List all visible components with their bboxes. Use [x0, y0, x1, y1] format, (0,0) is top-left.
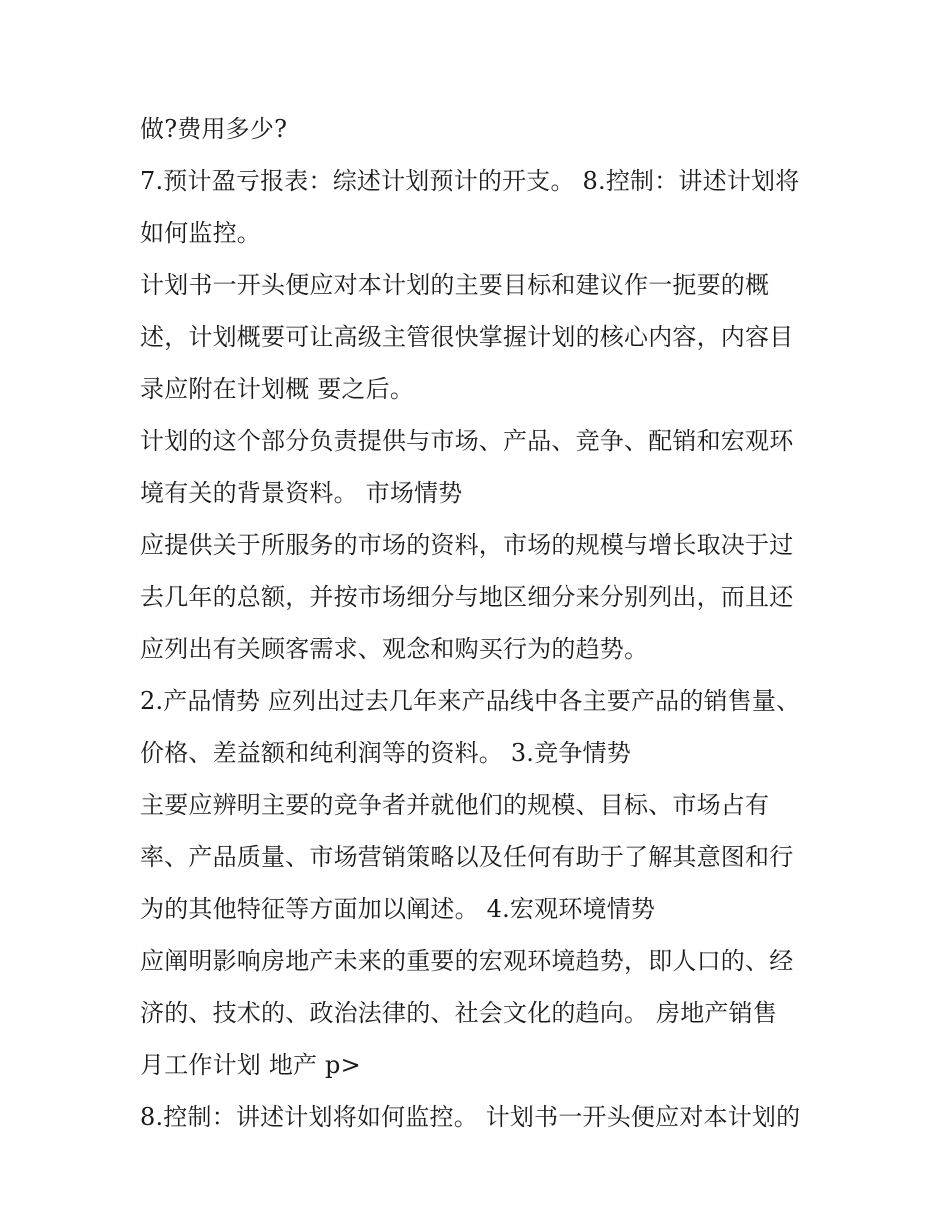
text-line: 应阐明影响房地产未来的重要的宏观环境趋势，即人口的、经 [140, 947, 794, 975]
text-line: 如何监控。 [140, 219, 261, 247]
text-line: 价格、差益额和纯利润等的资料。 3.竞争情势 [140, 739, 631, 767]
text-line: 应提供关于所服务的市场的资料，市场的规模与增长取决于过 [140, 531, 794, 559]
text-line: 主要应辨明主要的竞争者并就他们的规模、目标、市场占有 [140, 791, 770, 819]
text-line: 境有关的背景资料。 市场情势 [140, 479, 463, 507]
text-line: 济的、技术的、政治法律的、社会文化的趋向。 房地产销售 [140, 999, 778, 1027]
text-line: 月工作计划 地产 p> [140, 1051, 361, 1079]
text-line: 去几年的总额，并按市场细分与地区细分来分别列出，而且还 [140, 583, 794, 611]
text-line: 计划的这个部分负责提供与市场、产品、竞争、配销和宏观环 [140, 427, 794, 455]
text-line: 应列出有关顾客需求、观念和购买行为的趋势。 [140, 635, 649, 663]
text-line: 述，计划概要可让高级主管很快掌握计划的核心内容，内容目 [140, 323, 794, 351]
text-line: 率、产品质量、市场营销策略以及任何有助于了解其意图和行 [140, 843, 794, 871]
document-body [140, 103, 820, 1143]
text-line: 8.控制：讲述计划将如何监控。 计划书一开头便应对本计划的 [140, 1103, 801, 1131]
text-line: 2.产品情势 应列出过去几年来产品线中各主要产品的销售量、 [140, 687, 801, 715]
text-line: 7.预计盈亏报表：综述计划预计的开支。 8.控制：讲述计划将 [140, 167, 800, 195]
text-line: 录应附在计划概 要之后。 [140, 375, 415, 403]
text-line: 为的其他特征等方面加以阐述。 4.宏观环境情势 [140, 895, 656, 923]
text-line: 计划书一开头便应对本计划的主要目标和建议作一扼要的概 [140, 271, 770, 299]
text-line: 做?费用多少? [140, 115, 288, 143]
